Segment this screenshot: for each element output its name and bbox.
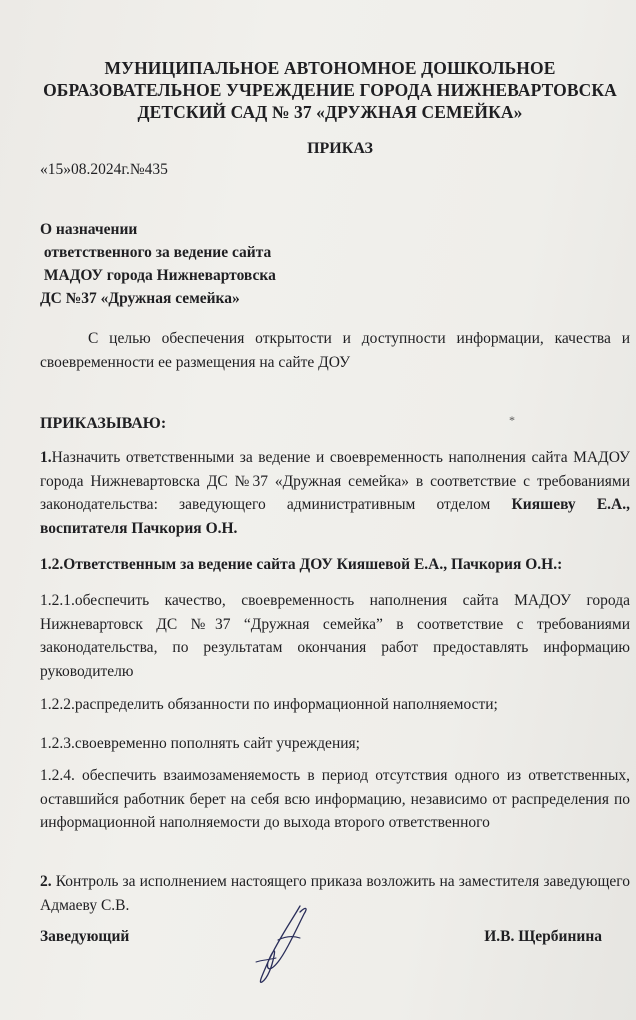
item-1 xyxy=(40,446,630,540)
pen-mark: * xyxy=(509,413,515,427)
item-1-names: Кияшеву Е.А., воспитателя Пачкория О.Н. xyxy=(40,496,630,537)
institution-header xyxy=(30,57,630,123)
subject-line-2: ответственного за ведение сайта xyxy=(40,244,272,261)
handwritten-signature xyxy=(248,900,318,990)
item-1-2-2: 1.2.2.распределить обязанности по информационной наполняемости; xyxy=(40,696,498,713)
document-subject xyxy=(40,218,276,310)
document-title: ПРИКАЗ xyxy=(307,140,373,157)
preamble xyxy=(40,327,630,375)
item-2 xyxy=(40,870,630,917)
signer-title: Заведующий xyxy=(40,928,130,945)
subject-line-1: О назначении xyxy=(40,221,138,238)
subject-line-3: МАДОУ города Нижневартовска xyxy=(40,267,276,284)
header-line-3: ДЕТСКИЙ САД № 37 «ДРУЖНАЯ СЕМЕЙКА» xyxy=(137,102,523,122)
preamble-text: С целью обеспечения открытости и доступности информации, качества и своевременности ее размещения на сайте ДОУ xyxy=(40,330,630,371)
item-1-2-3: 1.2.3.своевременно пополнять сайт учреждения; xyxy=(40,735,360,752)
date-number: «15»08.2024г.№435 xyxy=(40,161,168,178)
header-line-1: МУНИЦИПАЛЬНОЕ АВТОНОМНОЕ ДОШКОЛЬНОЕ xyxy=(104,58,556,78)
item-2-number: 2. xyxy=(40,873,52,890)
order-word: ПРИКАЗЫВАЮ: xyxy=(40,415,167,432)
item-1-2-1: 1.2.1.обеспечить качество, своевременность наполнения сайта МАДОУ города Нижневартовск ДС №37 “Дружная семейка” в соответствие с требованиями законодательства, по результатам окончания работ предоставлять информацию руководителю xyxy=(40,592,630,680)
item-1-2-4: 1.2.4. обеспечить взаимозаменяемость в период отсутствия одного из ответственных, оставшийся работник берет на себя всю информацию, независимо от распределения по информационной наполняемости до выхода второго ответственного xyxy=(40,767,630,831)
item-1-number: 1. xyxy=(40,449,52,466)
subject-line-4: ДС №37 «Дружная семейка» xyxy=(40,290,240,307)
signer-name: И.В. Щербинина xyxy=(484,928,602,945)
item-1-text: Назначить ответственными за ведение и своевременность наполнения сайта МАДОУ города Нижневартовска ДС №37 «Дружная семейка» в соответствие с требованиями законодательства: заведующего административным отделом xyxy=(40,449,630,513)
item-1-2: 1.2.Ответственным за ведение сайта ДОУ Кияшевой Е.А., Пачкория О.Н.: xyxy=(40,556,563,573)
item-2-text: Контроль за исполнением настоящего приказа возложить на заместителя заведующего Адмаеву С.В. xyxy=(40,873,630,914)
header-line-2: ОБРАЗОВАТЕЛЬНОЕ УЧРЕЖДЕНИЕ ГОРОДА НИЖНЕВАРТОВСКА xyxy=(43,80,617,100)
signature-row xyxy=(40,928,630,958)
